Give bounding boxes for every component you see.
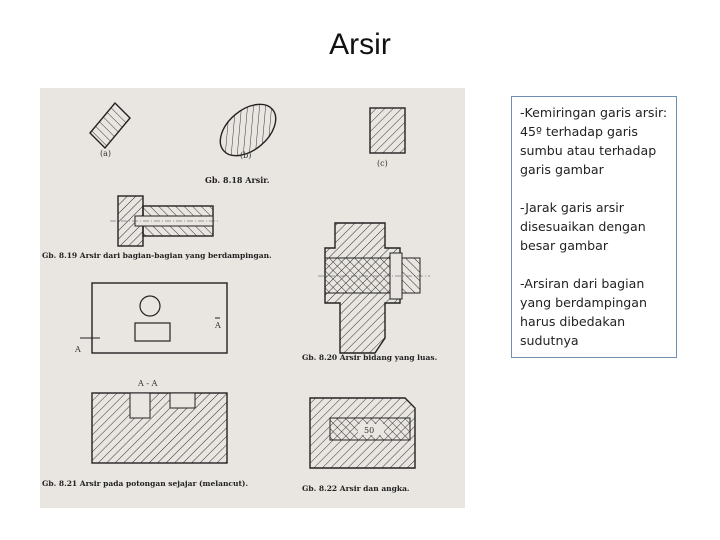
note-hatch-angle: -Kemiringan garis arsir: 45º terhadap garis sumbu atau terhadap garis gambar <box>520 105 668 177</box>
section-marker-a-left: A <box>75 345 81 354</box>
caption-8-20: Gb. 8.20 Arsir bidang yang luas. <box>302 353 438 362</box>
label-b: (b) <box>240 151 252 160</box>
caption-8-19: Gb. 8.19 Arsir dari bagian-bagian yang berdampingan. <box>42 251 272 260</box>
slide-title: Arsir <box>329 28 391 61</box>
scanned-figure <box>40 88 465 508</box>
caption-8-18: Gb. 8.18 Arsir. <box>205 175 270 185</box>
label-a: (a) <box>100 149 112 158</box>
notes-box <box>511 96 677 358</box>
dimensioned-section <box>310 398 415 468</box>
section-label: A - A <box>138 379 158 388</box>
label-c: (c) <box>377 159 388 168</box>
section-marker-a-right: A <box>215 321 221 330</box>
hatched-rectangle-a <box>90 103 130 148</box>
caption-8-22: Gb. 8.22 Arsir dan angka. <box>302 484 410 493</box>
large-area-section <box>318 223 430 353</box>
note-adjacent-parts: -Arsiran dari bagian yang berdampingan harus dibedakan sudutnya <box>520 276 647 348</box>
plate-top-view <box>80 283 227 353</box>
stepped-shaft-section <box>110 196 220 246</box>
caption-8-21: Gb. 8.21 Arsir pada potongan sejajar (melancut). <box>42 479 249 488</box>
figure-drawing <box>40 88 465 508</box>
note-hatch-spacing: -Jarak garis arsir disesuaikan dengan besar gambar <box>520 200 646 253</box>
dimension-label: 50 <box>364 426 375 435</box>
stepped-section-view <box>92 393 227 463</box>
hatched-rectangle-c <box>370 108 405 153</box>
